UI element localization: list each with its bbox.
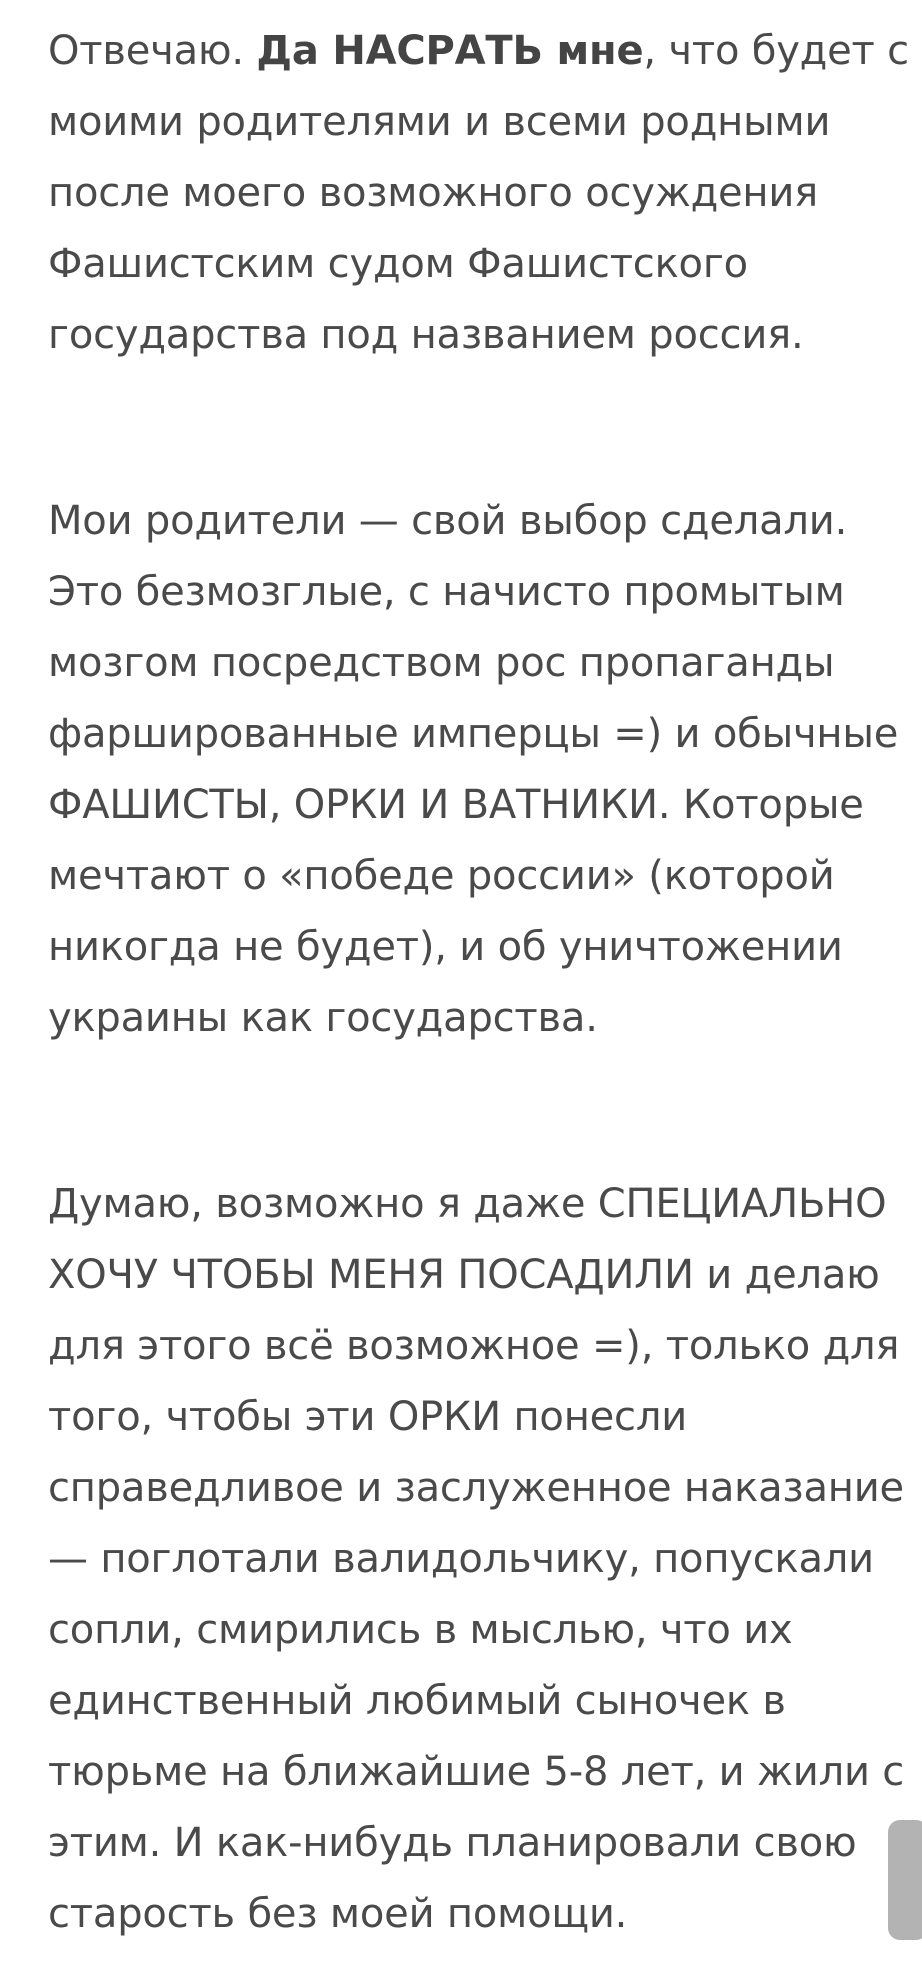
text-line: того, чтобы эти ОРКИ понесли bbox=[48, 1394, 688, 1440]
text-line: ФАШИСТЫ, ОРКИ И ВАТНИКИ. Которые bbox=[48, 782, 864, 828]
article-body bbox=[48, 16, 908, 1950]
text-span: , что будет с bbox=[643, 28, 909, 74]
text-line: государства под названием россия. bbox=[48, 312, 804, 358]
text-line: Это безмозглые, с начисто промытым bbox=[48, 569, 845, 615]
paragraph-3 bbox=[48, 1169, 908, 1950]
text-line: сопли, смирились в мыслью, что их bbox=[48, 1607, 793, 1653]
text-line: мечтают о «победе россии» (которой bbox=[48, 853, 835, 899]
text-line bbox=[48, 16, 908, 87]
scrollbar-thumb[interactable] bbox=[888, 1820, 922, 1940]
text-line: фаршированные имперцы =) и обычные bbox=[48, 711, 899, 757]
text-line: Мои родители — свой выбор сделали. bbox=[48, 498, 848, 544]
text-line: мозгом посредством рос пропаганды bbox=[48, 640, 835, 686]
text-line: Фашистским судом Фашистского bbox=[48, 241, 748, 287]
text-line: этим. И как-нибудь планировали свою bbox=[48, 1820, 857, 1866]
text-line: единственный любимый сыночек в bbox=[48, 1678, 786, 1724]
text-line: тюрьме на ближайшие 5-8 лет, и жили с bbox=[48, 1749, 905, 1795]
paragraph-1 bbox=[48, 16, 908, 371]
text-line: после моего возможного осуждения bbox=[48, 170, 819, 216]
text-line: украины как государства. bbox=[48, 995, 598, 1041]
text-line: справедливое и заслуженное наказание bbox=[48, 1465, 904, 1511]
text-span: Отвечаю. bbox=[48, 28, 257, 74]
text-line: старость без моей помощи. bbox=[48, 1891, 628, 1937]
paragraph-2 bbox=[48, 486, 908, 1054]
text-line: Думаю, возможно я даже СПЕЦИАЛЬНО bbox=[48, 1181, 887, 1227]
text-line: ХОЧУ ЧТОБЫ МЕНЯ ПОСАДИЛИ и делаю bbox=[48, 1252, 880, 1298]
bold-emphasis: Да НАСРАТЬ мне bbox=[256, 28, 644, 74]
text-line: — поглотали валидольчику, попускали bbox=[48, 1536, 874, 1582]
text-line: никогда не будет), и об уничтожении bbox=[48, 924, 843, 970]
text-line: для этого всё возможное =), только для bbox=[48, 1323, 900, 1369]
text-line: моими родителями и всеми родными bbox=[48, 99, 831, 145]
